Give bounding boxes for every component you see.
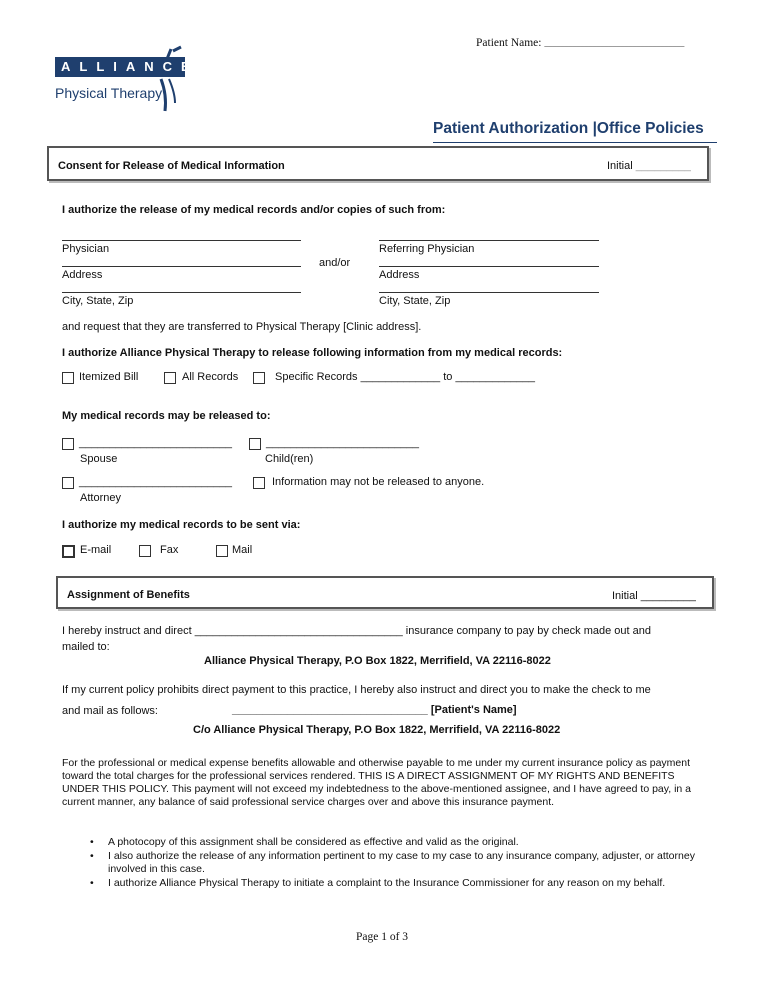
physician-line[interactable]: [62, 240, 301, 241]
instruct-text-a: I hereby instruct and direct: [62, 625, 192, 637]
instruct-text-b: insurance company to pay by check made out and: [405, 625, 651, 637]
initial-blank[interactable]: _________: [635, 160, 691, 172]
benefits-initial-label: Initial: [612, 590, 638, 602]
spouse-checkbox[interactable]: [62, 438, 74, 450]
sent-via-text: I authorize my medical records to be sent via:: [62, 519, 301, 531]
specific-records-label: Specific Records: [275, 371, 358, 383]
logo-figure-icon: [153, 45, 193, 115]
spouse-blank[interactable]: _________________________: [79, 437, 232, 449]
specific-records-checkbox[interactable]: [253, 372, 265, 384]
city-line-2[interactable]: [379, 292, 599, 293]
initial-label: Initial: [607, 160, 633, 172]
authorize-from-text: I authorize the release of my medical records and/or copies of such from:: [62, 204, 446, 216]
authorize-release-text: I authorize Alliance Physical Therapy to release following information from my medical records:: [62, 347, 563, 359]
logo-sub: Physical Therapy: [55, 85, 163, 101]
address-line-1[interactable]: [62, 266, 301, 267]
prohibits-text: If my current policy prohibits direct payment to this practice, I hereby also instruct and direct you to make the check to me: [62, 684, 651, 696]
specific-records-row: [275, 371, 535, 383]
city-line-1[interactable]: [62, 292, 301, 293]
consent-heading: Consent for Release of Medical Information: [58, 160, 285, 172]
not-released-label: Information may not be released to anyone.: [272, 476, 485, 488]
insurance-company-blank[interactable]: __________________________________: [194, 625, 403, 637]
city-label-2: City, State, Zip: [379, 295, 451, 307]
patient-name-row: [232, 704, 517, 716]
patient-name-blank[interactable]: ___________________________________: [544, 39, 685, 48]
to-label: to: [443, 371, 453, 383]
referring-line[interactable]: [379, 240, 599, 241]
all-records-checkbox[interactable]: [164, 372, 176, 384]
spouse-label: Spouse: [80, 453, 118, 465]
physician-label: Physician: [62, 243, 110, 255]
mailed-to-text: mailed to:: [62, 641, 110, 653]
consent-initial: [607, 160, 691, 172]
referring-physician-label: Referring Physician: [379, 243, 475, 255]
fax-label: Fax: [160, 544, 179, 556]
all-records-label: All Records: [182, 371, 239, 383]
children-label: Child(ren): [265, 453, 314, 465]
assignment-paragraph: For the professional or medical expense benefits allowable and otherwise payable to me under my current insurance policy as payment toward the total charges for the professional services rendered. THIS IS A DIRECT ASSIGNMENT OF MY RIGHTS AND BENEFITS UNDER THIS POLICY. This payment will not exceed my indebtedness to the above-mentioned assignee, and I have agreed to pay, in a current manner, any balance of said professional service charges over and above this insurance payment.: [62, 757, 691, 808]
address-label-2: Address: [379, 269, 420, 281]
benefits-initial-blank[interactable]: _________: [640, 590, 696, 602]
instruct-line: [62, 625, 651, 637]
list-item: • A photocopy of this assignment shall be considered as effective and valid as the original.: [62, 836, 710, 849]
specific-from-blank[interactable]: _____________: [360, 371, 441, 383]
document-title: Patient Authorization |Office Policies: [433, 120, 704, 137]
patient-name-field: [476, 37, 684, 49]
email-checkbox[interactable]: [62, 545, 75, 558]
benefits-heading: Assignment of Benefits: [67, 589, 190, 601]
itemized-bill-label: Itemized Bill: [79, 371, 139, 383]
mail-as-follows-text: and mail as follows:: [62, 705, 158, 717]
logo-word: ALLIANCE: [61, 59, 199, 74]
alliance-logo: [55, 45, 199, 115]
email-label: E-mail: [80, 544, 112, 556]
city-label-1: City, State, Zip: [62, 295, 134, 307]
children-blank[interactable]: _________________________: [266, 437, 419, 449]
not-released-checkbox[interactable]: [253, 477, 265, 489]
address-label-1: Address: [62, 269, 103, 281]
list-item: • I also authorize the release of any information pertinent to my case to my case to any insurance company, adjuster, or attorney involved in this case.: [62, 850, 710, 876]
address-2: C/o Alliance Physical Therapy, P.O Box 1822, Merrifield, VA 22116-8022: [193, 724, 561, 736]
attorney-blank[interactable]: _________________________: [79, 476, 232, 488]
benefit-patient-name-blank[interactable]: ________________________________: [232, 704, 428, 716]
attorney-checkbox[interactable]: [62, 477, 74, 489]
mail-label: Mail: [232, 544, 253, 556]
released-to-text: My medical records may be released to:: [62, 410, 271, 422]
patient-name-tag: [Patient's Name]: [430, 704, 517, 716]
attorney-label: Attorney: [80, 492, 121, 504]
itemized-bill-checkbox[interactable]: [62, 372, 74, 384]
address-1: Alliance Physical Therapy, P.O Box 1822, Merrifield, VA 22116-8022: [204, 655, 551, 667]
and-or-label: and/or: [319, 257, 351, 269]
page-number: Page 1 of 3: [356, 931, 409, 943]
patient-name-label: Patient Name:: [476, 37, 542, 49]
mail-checkbox[interactable]: [216, 545, 228, 557]
address-line-2[interactable]: [379, 266, 599, 267]
children-checkbox[interactable]: [249, 438, 261, 450]
specific-to-blank[interactable]: _____________: [455, 371, 535, 383]
request-transfer-text: and request that they are transferred to Physical Therapy [Clinic address].: [62, 321, 422, 333]
benefits-bullet-list: [62, 836, 710, 891]
list-item: • I authorize Alliance Physical Therapy to initiate a complaint to the Insurance Commissioner for any reason on my behalf.: [62, 877, 710, 890]
fax-checkbox[interactable]: [139, 545, 151, 557]
benefits-initial: [612, 590, 696, 602]
title-rule: [433, 142, 717, 143]
